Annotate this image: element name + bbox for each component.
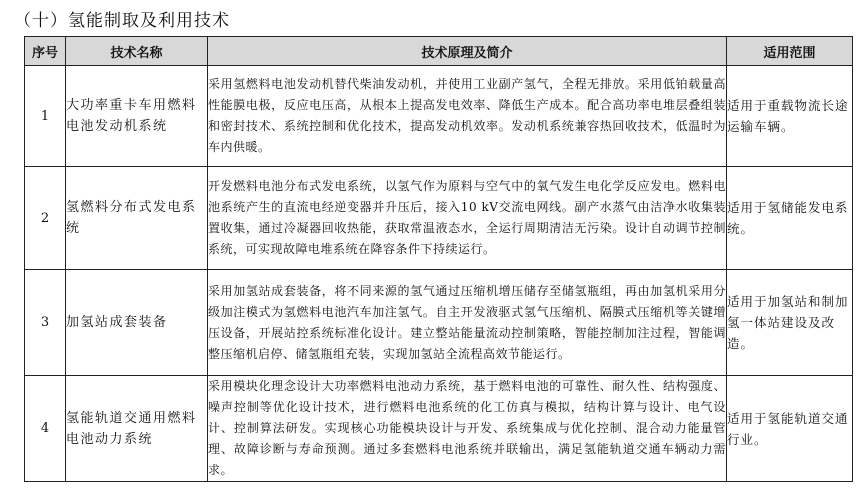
row-scope: 适用于氢能轨道交通行业。 <box>727 376 853 482</box>
row-tech-name: 加氢站成套装备 <box>66 270 208 376</box>
table-row <box>25 167 853 270</box>
header-num: 序号 <box>25 37 66 66</box>
row-num: 2 <box>25 167 66 270</box>
header-desc: 技术原理及简介 <box>208 37 727 66</box>
row-tech-desc: 采用氢燃料电池发动机替代柴油发动机，并使用工业副产氢气，全程无排放。采用低铂载量高性能膜电极，反应电压高，从根本上提高发电效率、降低生产成本。配合高功率电堆层叠组装和密封技术、系统控制和优化技术，提高发动机效率。发动机系统兼容热回收技术，低温时为车内供暖。 <box>208 66 727 167</box>
row-tech-desc: 采用加氢站成套装备，将不同来源的氢气通过压缩机增压储存至储氢瓶组，再由加氢机采用分级加注模式为氢燃料电池汽车加注氢气。自主开发液驱式氢气压缩机、隔膜式压缩机等关键增压设备，开展站控系统标准化设计。建立整站能量流动控制策略，智能控制加注过程，智能调整压缩机启停、储氢瓶组充装，实现加氢站全流程高效节能运行。 <box>208 270 727 376</box>
row-num: 1 <box>25 66 66 167</box>
header-name: 技术名称 <box>66 37 208 66</box>
row-scope: 适用于氢储能发电系统。 <box>727 167 853 270</box>
row-num: 3 <box>25 270 66 376</box>
row-tech-desc: 开发燃料电池分布式发电系统，以氢气作为原料与空气中的氧气发生电化学反应发电。燃料电池系统产生的直流电经逆变器并升压后，接入10 kV交流电网线。副产水蒸气由洁净水收集装置收集，通过冷凝器回收热能，获取常温液态水，全运行周期清洁无污染。设计自动调节控制系统，可实现故障电堆系统在降容条件下持续运行。 <box>208 167 727 270</box>
row-tech-name: 大功率重卡车用燃料电池发动机系统 <box>66 66 208 167</box>
row-tech-desc: 采用模块化理念设计大功率燃料电池动力系统，基于燃料电池的可靠性、耐久性、结构强度、噪声控制等优化设计技术，进行燃料电池系统的化工仿真与模拟，结构计算与设计、电气设计、控制算法研发。实现核心功能模块设计与开发、系统集成与优化控制、混合动力能量管理、故障诊断与寿命预测。通过多套燃料电池系统并联输出，满足氢能轨道交通车辆动力需求。 <box>208 376 727 482</box>
table-row <box>25 66 853 167</box>
table-row <box>25 376 853 482</box>
table-row <box>25 270 853 376</box>
technology-table <box>24 36 853 482</box>
row-tech-name: 氢能轨道交通用燃料电池动力系统 <box>66 376 208 482</box>
table-header-row <box>25 37 853 66</box>
row-scope: 适用于加氢站和制加氢一体站建设及改造。 <box>727 270 853 376</box>
section-title: （十）氢能制取及利用技术 <box>14 11 230 31</box>
row-tech-name: 氢燃料分布式发电系统 <box>66 167 208 270</box>
row-num: 4 <box>25 376 66 482</box>
row-scope: 适用于重载物流长途运输车辆。 <box>727 66 853 167</box>
header-scope: 适用范围 <box>727 37 853 66</box>
